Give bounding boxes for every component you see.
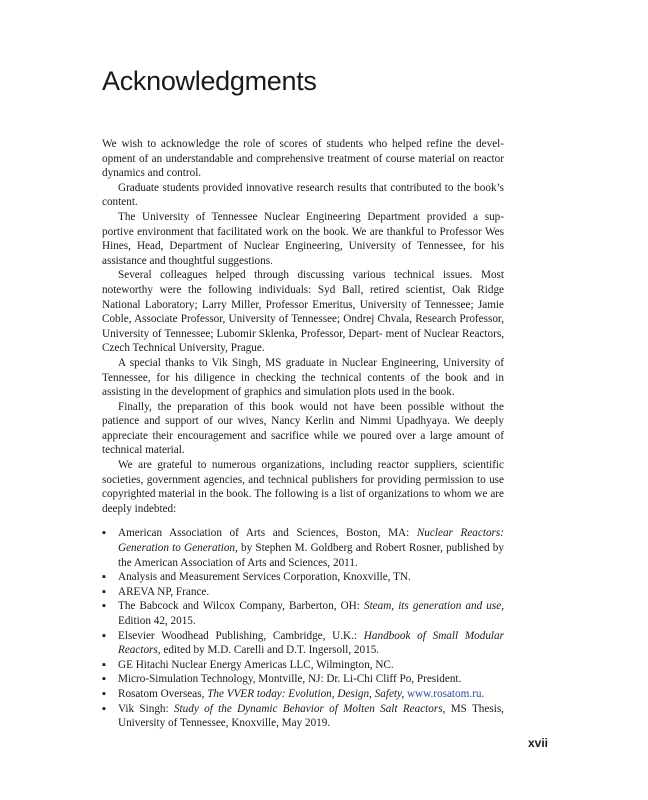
org-text: The Babcock and Wilcox Company, Barberton, OH: xyxy=(118,600,364,613)
list-item xyxy=(102,585,504,600)
paragraph-students: We wish to acknowledge the role of scores of students who helped refine the devel- opment of an understandable and comprehensive treatment of course material on reactor dynamics and control. xyxy=(102,138,504,180)
org-text: Rosatom Overseas, xyxy=(118,687,208,700)
list-item xyxy=(102,629,504,658)
org-text: AREVA NP, France. xyxy=(118,585,210,598)
rosatom-link[interactable]: www.rosatom.ru. xyxy=(406,687,485,700)
bullet-icon: ▪ xyxy=(102,600,106,613)
list-item xyxy=(102,672,504,687)
org-title: Handbook of Small Modular Reactors xyxy=(118,629,504,657)
org-text: GE Hitachi Nuclear Energy Americas LLC, Wilmington, NC. xyxy=(118,658,394,671)
list-item xyxy=(102,570,504,585)
list-item xyxy=(102,526,504,570)
org-text: Micro-Simulation Technology, Montville, NJ: Dr. Li-Chi Cliff Po, President. xyxy=(118,673,462,686)
org-text: Vik Singh: xyxy=(118,702,174,715)
bullet-icon: ▪ xyxy=(102,527,106,540)
paragraph-vik-singh: A special thanks to Vik Singh, MS graduate in Nuclear Engineering, University of Tennessee, for his diligence in checking the technical contents of the book and in assisting in the development of graphics and simulation plots used in the book. xyxy=(102,356,504,399)
bullet-icon: ▪ xyxy=(102,658,106,671)
list-item xyxy=(102,702,504,731)
list-item xyxy=(102,599,504,628)
org-detail: , edited by M.D. Carelli and D.T. Ingersoll, 2015. xyxy=(157,644,380,657)
page-title: Acknowledgments xyxy=(102,66,317,96)
paragraph-organizations-intro: We are grateful to numerous organizations, including reactor suppliers, scientific societies, government agencies, and technical publishers for providing permission to use copyrighted material in the book. The following is a list of organizations to whom we are deeply indebted: xyxy=(102,459,504,515)
page-number: xvii xyxy=(528,736,549,750)
bullet-icon: ▪ xyxy=(102,702,106,715)
bullet-icon: ▪ xyxy=(102,571,106,584)
paragraph-colleagues: Several colleagues helped through discussing various technical issues. Most noteworthy were the following individuals: Syd Ball, retired scientist, Oak Ridge National Laboratory; Larry Miller, Professor Emeritus, University of Tennessee; Jamie Coble, Associate Professor, University of Tennessee; Ondrej Chvala, Research Professor, University of Tennessee; Lubomir Sklenka, Professor, Depart- ment of Nuclear Reactors, Czech Technical University, Prague. xyxy=(102,269,504,355)
bullet-icon: ▪ xyxy=(102,687,106,700)
paragraph-wives: Finally, the preparation of this book would not have been possible without the patience and support of our wives, Nancy Kerlin and Nimmi Upadhyaya. We deeply appreciate their encouragement and sacrifice while we poured over a large amount of technical material. xyxy=(102,400,504,457)
org-title: Study of the Dynamic Behavior of Molten Salt Reactors xyxy=(173,702,443,715)
org-title: Nuclear Reactors: Generation to Generation xyxy=(118,527,504,555)
paragraph-graduate-students: Graduate students provided innovative research results that contributed to the book’s content. xyxy=(102,181,504,209)
org-detail: , MS Thesis, University of Tennessee, Knoxville, May 2019. xyxy=(118,702,504,730)
bullet-icon: ▪ xyxy=(102,673,106,686)
acknowledgments-body xyxy=(102,137,504,731)
bullet-icon: ▪ xyxy=(102,629,106,642)
paragraph-university: The University of Tennessee Nuclear Engineering Department provided a sup- portive environment that facilitated work on the book. We are thankful to Professor Wes Hines, Head, Department of Nuclear Engineering, University of Tennessee, for his assistance and thoughtful suggestions. xyxy=(102,210,504,267)
org-text: Elsevier Woodhead Publishing, Cambridge, U.K.: xyxy=(118,629,364,642)
org-title: Steam, its generation and use xyxy=(363,600,502,613)
org-text: Analysis and Measurement Services Corporation, Knoxville, TN. xyxy=(118,571,411,584)
list-item xyxy=(102,658,504,673)
organization-list xyxy=(102,526,504,730)
org-text: American Association of Arts and Sciences, Boston, MA: xyxy=(118,527,417,540)
org-title: The VVER today: Evolution, Design, Safety, xyxy=(207,687,405,700)
list-item xyxy=(102,687,504,702)
bullet-icon: ▪ xyxy=(102,585,106,598)
org-detail: , by Stephen M. Goldberg and Robert Rosner, published by the American Association of Arts and Sciences, 2011. xyxy=(118,542,504,569)
org-detail: , Edition 42, 2015. xyxy=(118,600,504,627)
